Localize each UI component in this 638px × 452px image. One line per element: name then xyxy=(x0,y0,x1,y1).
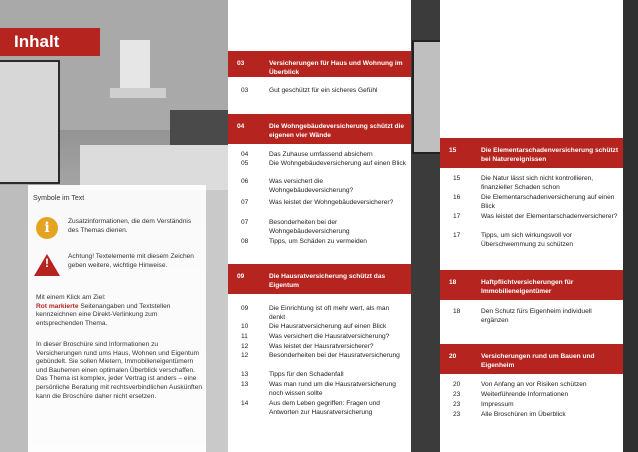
section-header-construction-insurance[interactable] xyxy=(440,344,623,374)
toc-entry-text: Die Einrichtung ist oft mehr wert, als man denkt xyxy=(269,305,390,321)
warning-glyph: ! xyxy=(45,256,49,270)
toc-entry-text: Tipps, um Schäden zu vermeiden xyxy=(269,238,367,245)
section-header-building-insurance[interactable] xyxy=(228,114,411,144)
symbols-heading: Symbole im Text xyxy=(33,195,85,202)
info-icon: i xyxy=(36,217,58,239)
section-title: Haftpflichtversicherungen für Immobilieneigentümer xyxy=(481,279,574,295)
toc-page-number: 20 xyxy=(453,381,461,388)
toc-entry-text: Tipps für den Schadenfall xyxy=(269,371,344,378)
section-number: 15 xyxy=(449,147,457,154)
toc-entry-text: Besonderheiten bei der Hausratversicherung xyxy=(269,352,400,359)
section-header-liability-insurance[interactable] xyxy=(440,270,623,300)
toc-entry-text: Gut geschützt für ein sicheres Gefühl xyxy=(269,87,378,94)
toc-entry-text: Was man rund um die Hausratversicherung noch wissen sollte xyxy=(269,381,396,397)
info-symbol-text: Zusatzinformationen, die dem Verständnis des Themas dienen. xyxy=(68,218,192,234)
section-title: Die Wohngebäudeversicherung schützt die eigenen vier Wände xyxy=(269,123,405,139)
toc-page-number: 15 xyxy=(453,175,461,182)
toc-page-number: 04 xyxy=(241,151,249,158)
toc-entry-text: Tipps, um sich wirkungsvoll vor Überschwemmung zu schützen xyxy=(481,232,573,248)
section-number: 20 xyxy=(449,353,457,360)
toc-page-number: 17 xyxy=(453,213,461,220)
section-number: 04 xyxy=(237,123,245,130)
toc-entry-text: Das Zuhause umfassend absichern xyxy=(269,151,373,158)
toc-entry-text: Die Elementarschadenversicherung auf einen Blick xyxy=(481,194,615,210)
toc-page-number: 23 xyxy=(453,391,461,398)
section-number: 03 xyxy=(237,60,245,67)
link-hint-rest: Seitenangaben und Textstellen kennzeichnen eine Direkt-Verlinkung zum entsprechenden Thema. xyxy=(36,302,171,327)
toc-page-number: 07 xyxy=(241,199,249,206)
toc-entry-text: Aus dem Leben gegriffen: Fragen und Antworten zur Hausratversicherung xyxy=(269,400,380,416)
warning-symbol-text: Achtung! Textelemente mit diesem Zeichen geben weitere, wichtige Hinweise. xyxy=(68,253,194,269)
section-header-insurance-overview[interactable] xyxy=(228,51,411,77)
toc-page-number: 07 xyxy=(241,219,249,226)
toc-page-number: 14 xyxy=(241,400,249,407)
section-title: Versicherungen rund um Bauen und Eigenheim xyxy=(481,353,595,369)
page-title: Inhalt xyxy=(0,28,100,56)
toc-page-number: 09 xyxy=(241,305,249,312)
toc-entry-text: Von Anfang an vor Risiken schützen xyxy=(481,381,587,388)
toc-page-number: 23 xyxy=(453,411,461,418)
toc-entry-text: Was versichert die Wohngebäudeversicherung? xyxy=(269,178,354,194)
section-header-natural-hazard-insurance[interactable] xyxy=(440,138,623,168)
toc-entry-text: Impressum xyxy=(481,401,514,408)
section-number: 09 xyxy=(237,273,245,280)
toc-column-1 xyxy=(228,0,411,452)
toc-entry-text: Was leistet der Hausratversicherer? xyxy=(269,343,374,350)
symbols-panel xyxy=(28,185,206,452)
toc-page-number: 08 xyxy=(241,238,249,245)
toc-page-number: 06 xyxy=(241,178,249,185)
toc-entry-text: Die Natur lässt sich nicht kontrollieren, finanzieller Schaden schon xyxy=(481,175,594,191)
section-title: Versicherungen für Haus und Wohnung im Überblick xyxy=(269,60,403,76)
toc-entry-text: Besonderheiten bei der Wohngebäudeversicherung xyxy=(269,219,350,235)
section-number: 18 xyxy=(449,279,457,286)
section-title: Die Hausratversicherung schützt das Eigentum xyxy=(269,273,386,289)
toc-column-2 xyxy=(440,0,623,452)
section-title: Die Elementarschadenversicherung schützt bei Naturereignissen xyxy=(481,147,619,163)
toc-page-number: 12 xyxy=(241,343,249,350)
toc-entry-text: Was versichert die Hausratversicherung? xyxy=(269,333,390,340)
toc-page-number: 12 xyxy=(241,352,249,359)
brochure-intro-paragraph: In dieser Broschüre sind Informationen zu Versicherungen rund ums Haus, Wohnen und Eigentum gebündelt. Sie sollen Mietern, Immobilieneigentümern und Bauherren einen optimalen Überblick verschaffen. Das Thema ist komplex, jeder Vertrag ist anders – eine persönliche Beratung mit rechtsverbindlichen Auskünften kann die Broschüre daher nicht ersetzen. xyxy=(36,341,203,400)
toc-page-number: 17 xyxy=(453,232,461,239)
toc-page-number: 10 xyxy=(241,323,249,330)
toc-entry-text: Die Wohngebäudeversicherung auf einen Blick xyxy=(269,160,406,167)
toc-page-number: 18 xyxy=(453,308,461,315)
red-marked-label: Rot markierte xyxy=(36,302,79,310)
toc-page-number: 03 xyxy=(241,87,249,94)
toc-page-number: 13 xyxy=(241,371,249,378)
toc-entry-text: Die Hausratversicherung auf einen Blick xyxy=(269,323,387,330)
toc-page-number: 23 xyxy=(453,401,461,408)
toc-entry-text: Den Schutz fürs Eigenheim individuell ergänzen xyxy=(481,308,592,324)
warning-icon xyxy=(34,254,60,276)
link-hint-paragraph xyxy=(36,294,204,328)
toc-page-number: 16 xyxy=(453,194,461,201)
toc-page-number: 05 xyxy=(241,160,249,167)
toc-entry-text: Weiterführende Informationen xyxy=(481,391,569,398)
link-hint-lead: Mit einem Klick am Ziel: xyxy=(36,294,106,301)
toc-entry-text: Alle Broschüren im Überblick xyxy=(481,411,566,418)
section-header-household-insurance[interactable] xyxy=(228,264,411,294)
toc-entry-text: Was leistet der Wohngebäudeversicherer? xyxy=(269,199,394,206)
toc-page-number: 11 xyxy=(241,333,248,340)
toc-entry-text: Was leistet der Elementarschadenversicherer? xyxy=(481,213,618,220)
toc-page-number: 13 xyxy=(241,381,249,388)
